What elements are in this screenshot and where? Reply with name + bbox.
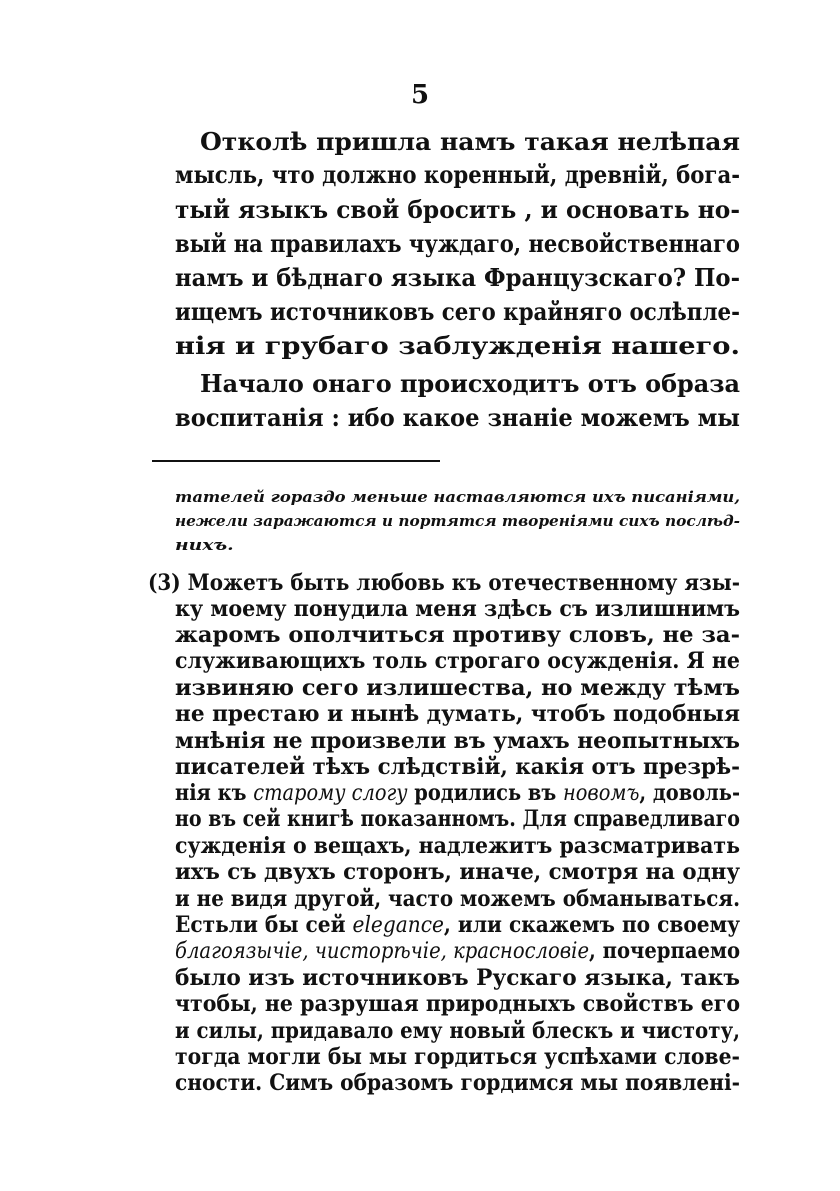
footnote-line: чтобы, не разрушая природныхъ свойствъ его	[175, 991, 741, 1017]
text-line: воспитанія : ибо какое знаніе можемъ мы	[175, 403, 741, 432]
italic-phrase: elegance	[352, 913, 444, 938]
footnote-line: не престаю и нынѣ думать, чтобъ подобныя	[175, 701, 740, 727]
text-line: тый языкъ свой бросить , и основать но-	[175, 195, 740, 224]
footnote-line: тателей гораздо меньше наставляются ихъ писаніями,	[175, 488, 741, 506]
footnote-line: ку моему понудила меня здѣсь съ излишнимъ	[175, 596, 741, 622]
text-line: мысль, что должно коренный, древній, бога-	[175, 160, 741, 189]
text-line: Начало онаго происходитъ отъ образа	[200, 369, 740, 398]
footnote-line	[175, 914, 840, 937]
footnote-line: и силы, придавало ему новый блескъ и чистоту,	[175, 1018, 741, 1044]
text-span: , почерпаемо	[589, 938, 740, 964]
page-number: 5	[410, 80, 430, 110]
text-line: вый на правилахъ чуждаго, несвойственнаго	[175, 229, 740, 258]
footnote-line: и не видя другой, часто можемъ обманываться.	[175, 886, 740, 912]
footnote-line	[175, 940, 840, 963]
footnote-line: (3) Можетъ быть любовь къ отечественному язы-	[148, 570, 740, 596]
footnote-line: нихъ.	[175, 536, 234, 554]
footnote-divider	[152, 460, 440, 462]
italic-phrase: благоязычіе, чистоpѣчіе, краснословіе	[175, 939, 590, 964]
footnote-line: было изъ источниковъ Рускаго языка, такъ	[175, 965, 740, 991]
footnote-line	[175, 782, 840, 805]
italic-phrase: новомъ	[562, 781, 640, 806]
footnote-line: писателей тѣхъ слѣдствій, какія отъ презрѣ-	[175, 754, 740, 780]
italic-phrase: старому слогу	[253, 781, 408, 806]
text-span: нія къ	[175, 780, 254, 806]
text-line: ищемъ источниковъ сего крайняго ослѣпле-	[175, 297, 740, 326]
text-line: намъ и бѣднаго языка Французскаго? По-	[175, 263, 741, 292]
footnote-line: служивающихъ толь строгаго осужденія. Я не	[175, 648, 740, 674]
footnote-line: ихъ съ двухъ сторонъ, иначе, смотря на одну	[175, 859, 741, 885]
footnote-line: извиняю сего излишества, но между тѣмъ	[175, 675, 740, 701]
text-span: Естьли бы сей	[175, 912, 353, 938]
footnote-line: нежели заражаются и портятся твореніями сихъ послѣд-	[175, 512, 740, 530]
footnote-line: тогда могли бы мы гордиться успѣхами слове-	[175, 1044, 741, 1070]
text-span: родились въ	[407, 780, 563, 806]
text-span: , доволь-	[639, 780, 741, 806]
footnote-line: сужденія о вещахъ, надлежитъ разсматривать	[175, 833, 741, 859]
text-span: , или скажемъ по своему	[443, 912, 741, 938]
footnote-line: жаромъ ополчиться противу словъ, не за-	[175, 622, 741, 648]
footnote-line: но въ сей книгѣ показанномъ. Для справедливаго	[175, 806, 740, 832]
text-line: нія и грубаго заблужденія нашего.	[175, 331, 740, 360]
footnote-line: сности. Симъ образомъ гордимся мы появлені-	[175, 1070, 741, 1096]
text-line: Отколѣ пришла намъ такая нелѣпая	[200, 127, 741, 156]
footnote-line: мнѣнія не произвели въ умахъ неопытныхъ	[175, 728, 740, 754]
